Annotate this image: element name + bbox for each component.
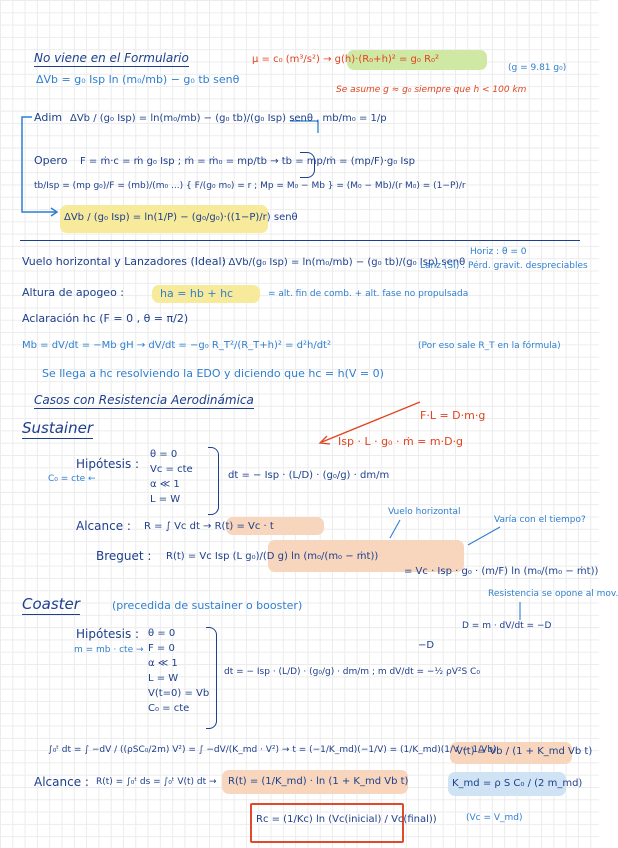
sustainer-c0-note: C₀ = cte ← [48,474,96,484]
coaster-hyp-3: L = W [148,673,179,684]
breguet-equation: R(t) = Vc Isp (L g₀)/(D g) ln (m₀/(m₀ − ṁt)) [166,551,379,562]
sustainer-isp-eq: Isp · L · g₀ · ṁ = m·D·g [338,435,464,448]
altura-equation: ha = hb + hc [160,287,234,300]
g-note: (g = 9.81 g₀) [508,63,567,73]
coaster-resist-note: Resistencia se opone al mov. [488,589,618,599]
coaster-alcance-label: Alcance : [34,775,89,789]
vuelo-note-horiz: Horiz : θ = 0 [470,247,527,257]
coaster-hyp-5: C₀ = cte [148,703,190,714]
sustainer-alcance-label: Alcance : [76,519,131,533]
sustainer-hyp-0: θ = 0 [150,449,178,460]
sustainer-heading: Sustainer [22,419,93,437]
coaster-hyp-2: α ≪ 1 [148,658,178,669]
adim-equation: ΔVb / (g₀ Isp) = ln(m₀/mb) − (g₀ tb)/(g₀ Isp) senθ , mb/m₀ = 1/p [70,113,387,124]
vuelo-label: Vuelo horizontal y Lanzadores (Ideal) [22,255,226,268]
sustainer-hyp-1: Vc = cte [150,464,193,475]
altura-note: = alt. fin de comb. + alt. fase no propulsada [268,289,469,299]
sustainer-dt-eq: dt = − Isp · (L/D) · (g₀/g) · dm/m [228,470,390,481]
coaster-dt-eq: dt = − Isp · (L/D) · (g₀/g) · dm/m ; m dV/dt = −½ ρV²S C₀ [224,667,480,677]
aclaracion-line-2: Se llega a hc resolviendo la EDO y diciendo que hc = h(V = 0) [42,367,384,380]
coaster-m-note: m = mb · cte → [74,645,144,655]
aclaracion-equation: Mb = dV/dt = −Mb gH → dV/dt = −g₀ R_T²/(R_T+h)² = d²h/dt² [22,340,331,351]
coaster-result-eq: Rc = (1/Kc) ln (Vc(inicial) / Vc(final)) [256,814,437,825]
altura-label: Altura de apogeo : [22,286,125,299]
coaster-hyp-4: V(t=0) = Vb [148,688,210,699]
sustainer-vuelo-note: Vuelo horizontal [388,507,461,517]
aclaracion-label: Aclaración hc (F = 0 , θ = π/2) [22,312,189,325]
sustainer-force-eq: F·L = D·m·g [420,409,486,422]
opero-equation-1: F = ṁ·c = ṁ g₀ Isp ; ṁ = ṁ₀ = mp/tb → tb = mp/ṁ = (mp/F)·g₀ Isp [80,156,415,167]
coaster-vc-eq: (Vc = V_md) [466,813,523,823]
sustainer-varia-note: Varía con el tiempo? [494,515,586,525]
aclaracion-note: (Por eso sale R_T en la fórmula) [418,341,561,351]
casos-heading: Casos con Resistencia Aerodinámica [34,394,254,409]
adim-label: Adim [34,111,63,124]
coaster-minus-d: −D [418,640,435,651]
rocket-equation: ΔVb = g₀ Isp ln (m₀/mb) − g₀ tb senθ [36,73,240,86]
gravity-equation: μ = c₀ (m³/s²) → g(h)·(R₀+h)² = g₀ R₀² [252,54,440,65]
coaster-integral-eq: ∫₀ᵗ dt = ∫ −dV / ((ρSC₀/2m) V²) = ∫ −dV/(K_md · V²) → t = (−1/K_md)(−1/V) = (1/K_md)(1/V − 1/Vb) [48,745,497,755]
coaster-resist-eq: D = m · dV/dt = −D [462,621,552,631]
coaster-range-eq: R(t) = (1/K_md) · ln (1 + K_md Vb t) [228,776,409,787]
coaster-subtitle: (precedida de sustainer o booster) [112,599,303,612]
sustainer-hyp-2: α ≪ 1 [150,479,180,490]
breguet-equation-2: = Vc · Isp · g₀ · (m/F) ln (m₀/(m₀ − ṁt)) [404,566,599,577]
sustainer-alcance-eq: R = ∫ Vc dt → R(t) = Vc · t [144,521,274,532]
coaster-kmd-eq: K_md = ρ S C₀ / (2 m_md) [452,778,583,789]
coaster-velocity-eq: V(t) = Vb / (1 + K_md Vb t) [456,746,593,757]
vuelo-note-lanz: Lanz (SI) : Pérd. gravit. despreciables [420,261,588,271]
opero-equation-2: tb/Isp = (mp g₀)/F = (mb)/(m₀ ...) { F/(g₀ m₀) = r ; Mp = M₀ − Mb } = (M₀ − Mb)/(r M₀) = (1−P)/r [34,181,466,191]
coaster-hip-label: Hipótesis : [76,627,140,641]
page-title: No viene en el Formulario [34,52,189,67]
coaster-hyp-1: F = 0 [148,643,175,654]
vuelo-equation: : ΔVb/(g₀ Isp) = ln(m₀/mb) − (g₀ tb)/(g₀ Isp) senθ [222,257,466,268]
coaster-hyp-0: θ = 0 [148,628,176,639]
coaster-alcance-eq: R(t) = ∫₀ᵗ ds = ∫₀ᵗ V(t) dt → [96,777,217,787]
assume-note: Se asume g ≈ g₀ siempre que h < 100 km [336,85,527,95]
sustainer-hyp-3: L = W [150,494,181,505]
opero-equation-3: ΔVb / (g₀ Isp) = ln(1/P) − (g₀/g₀)·((1−P)/r) senθ [64,212,298,223]
sustainer-hip-label: Hipótesis : [76,457,140,471]
coaster-heading: Coaster [22,595,80,613]
breguet-label: Breguet : [96,549,152,563]
opero-label: Opero [34,154,68,167]
